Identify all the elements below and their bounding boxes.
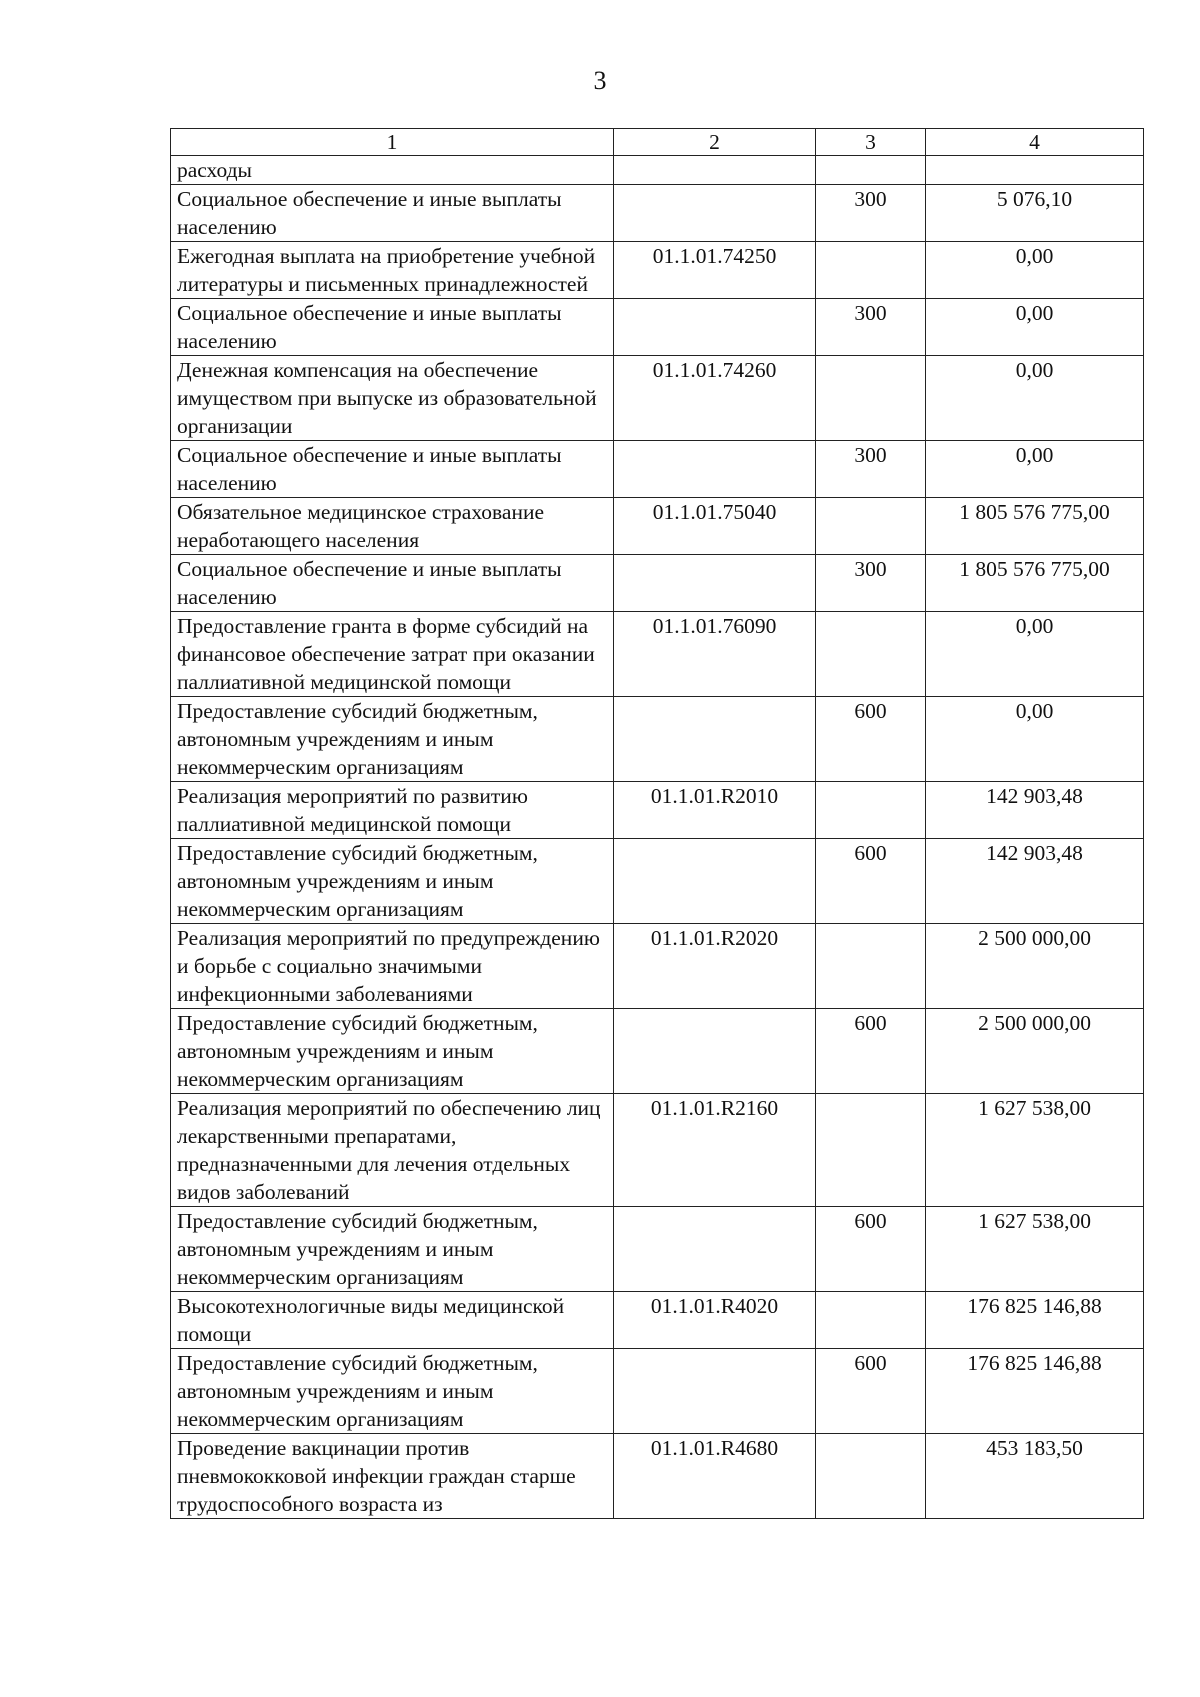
- row-name-cell: Обязательное медицинское страхование неработающего населения: [171, 498, 614, 555]
- row-name-cell: Социальное обеспечение и иные выплаты населению: [171, 441, 614, 498]
- row-amount-cell: 1 805 576 775,00: [926, 498, 1144, 555]
- row-name-cell: Проведение вакцинации против пневмококковой инфекции граждан старше трудоспособного возраста из: [171, 1434, 614, 1519]
- row-name-cell: Социальное обеспечение и иные выплаты населению: [171, 555, 614, 612]
- row-name-cell: Реализация мероприятий по предупреждению и борьбе с социально значимыми инфекционными заболеваниями: [171, 924, 614, 1009]
- row-amount-cell: 1 627 538,00: [926, 1094, 1144, 1207]
- row-name-cell: Предоставление гранта в форме субсидий на финансовое обеспечение затрат при оказании паллиативной медицинской помощи: [171, 612, 614, 697]
- row-expense-type-cell: 300: [816, 299, 926, 356]
- row-expense-type-cell: [816, 924, 926, 1009]
- table-row: [171, 299, 1144, 356]
- row-name-cell: Предоставление субсидий бюджетным, автономным учреждениям и иным некоммерческим организациям: [171, 1207, 614, 1292]
- budget-table: [170, 128, 1144, 1519]
- row-expense-type-cell: [816, 498, 926, 555]
- header-cell-2: 2: [614, 129, 816, 156]
- row-amount-cell: 5 076,10: [926, 185, 1144, 242]
- row-name-cell: Социальное обеспечение и иные выплаты населению: [171, 299, 614, 356]
- row-code-cell: 01.1.01.R4020: [614, 1292, 816, 1349]
- row-code-cell: 01.1.01.R2160: [614, 1094, 816, 1207]
- row-amount-cell: 1 627 538,00: [926, 1207, 1144, 1292]
- row-expense-type-cell: [816, 1094, 926, 1207]
- table-row: [171, 1349, 1144, 1434]
- table-row: [171, 185, 1144, 242]
- table-row: [171, 612, 1144, 697]
- row-code-cell: [614, 1009, 816, 1094]
- table-row: [171, 1434, 1144, 1519]
- table-row: [171, 697, 1144, 782]
- header-cell-4: 4: [926, 129, 1144, 156]
- row-name-cell: Предоставление субсидий бюджетным, автономным учреждениям и иным некоммерческим организациям: [171, 1009, 614, 1094]
- row-code-cell: [614, 697, 816, 782]
- table-row: [171, 555, 1144, 612]
- row-name-cell: Реализация мероприятий по развитию паллиативной медицинской помощи: [171, 782, 614, 839]
- table-row: [171, 1094, 1144, 1207]
- row-expense-type-cell: 600: [816, 697, 926, 782]
- row-code-cell: 01.1.01.R2020: [614, 924, 816, 1009]
- table-row: [171, 498, 1144, 555]
- row-expense-type-cell: 600: [816, 1009, 926, 1094]
- row-amount-cell: 0,00: [926, 612, 1144, 697]
- row-expense-type-cell: [816, 612, 926, 697]
- row-name-cell: Высокотехнологичные виды медицинской помощи: [171, 1292, 614, 1349]
- table-row: [171, 1292, 1144, 1349]
- row-code-cell: [614, 555, 816, 612]
- row-code-cell: [614, 156, 816, 185]
- header-cell-1: 1: [171, 129, 614, 156]
- row-amount-cell: 2 500 000,00: [926, 1009, 1144, 1094]
- table-header-row: [171, 129, 1144, 156]
- row-expense-type-cell: [816, 1292, 926, 1349]
- row-amount-cell: 2 500 000,00: [926, 924, 1144, 1009]
- row-name-cell: Предоставление субсидий бюджетным, автономным учреждениям и иным некоммерческим организациям: [171, 697, 614, 782]
- row-amount-cell: 176 825 146,88: [926, 1349, 1144, 1434]
- row-expense-type-cell: [816, 242, 926, 299]
- row-amount-cell: 0,00: [926, 697, 1144, 782]
- row-expense-type-cell: [816, 1434, 926, 1519]
- row-code-cell: 01.1.01.74250: [614, 242, 816, 299]
- row-name-cell: Предоставление субсидий бюджетным, автономным учреждениям и иным некоммерческим организациям: [171, 1349, 614, 1434]
- row-name-cell: Денежная компенсация на обеспечение имуществом при выпуске из образовательной организации: [171, 356, 614, 441]
- table-row: [171, 1207, 1144, 1292]
- row-amount-cell: 0,00: [926, 356, 1144, 441]
- row-code-cell: [614, 1349, 816, 1434]
- row-amount-cell: 0,00: [926, 441, 1144, 498]
- row-name-cell: Ежегодная выплата на приобретение учебной литературы и письменных принадлежностей: [171, 242, 614, 299]
- row-name-cell: Предоставление субсидий бюджетным, автономным учреждениям и иным некоммерческим организациям: [171, 839, 614, 924]
- row-expense-type-cell: [816, 156, 926, 185]
- table-row: [171, 356, 1144, 441]
- row-expense-type-cell: 600: [816, 1207, 926, 1292]
- row-code-cell: [614, 1207, 816, 1292]
- table-row: [171, 782, 1144, 839]
- table-row: [171, 839, 1144, 924]
- row-name-cell: Социальное обеспечение и иные выплаты населению: [171, 185, 614, 242]
- header-cell-3: 3: [816, 129, 926, 156]
- row-code-cell: [614, 299, 816, 356]
- page-number: 3: [593, 66, 607, 95]
- row-code-cell: 01.1.01.74260: [614, 356, 816, 441]
- row-amount-cell: [926, 156, 1144, 185]
- row-expense-type-cell: 300: [816, 441, 926, 498]
- row-code-cell: 01.1.01.R4680: [614, 1434, 816, 1519]
- row-name-cell: Реализация мероприятий по обеспечению лиц лекарственными препаратами, предназначенными для лечения отдельных видов заболеваний: [171, 1094, 614, 1207]
- row-expense-type-cell: [816, 782, 926, 839]
- row-amount-cell: 0,00: [926, 299, 1144, 356]
- row-code-cell: 01.1.01.75040: [614, 498, 816, 555]
- row-expense-type-cell: 600: [816, 1349, 926, 1434]
- row-code-cell: 01.1.01.76090: [614, 612, 816, 697]
- row-expense-type-cell: [816, 356, 926, 441]
- row-amount-cell: 453 183,50: [926, 1434, 1144, 1519]
- table-row: [171, 924, 1144, 1009]
- table-row: [171, 156, 1144, 185]
- table-row: [171, 242, 1144, 299]
- row-amount-cell: 176 825 146,88: [926, 1292, 1144, 1349]
- table-body: [171, 129, 1144, 1519]
- row-amount-cell: 142 903,48: [926, 839, 1144, 924]
- row-code-cell: [614, 185, 816, 242]
- row-expense-type-cell: 600: [816, 839, 926, 924]
- row-code-cell: [614, 839, 816, 924]
- row-amount-cell: 142 903,48: [926, 782, 1144, 839]
- row-code-cell: [614, 441, 816, 498]
- table-row: [171, 1009, 1144, 1094]
- row-expense-type-cell: 300: [816, 185, 926, 242]
- row-amount-cell: 0,00: [926, 242, 1144, 299]
- table-row: [171, 441, 1144, 498]
- row-expense-type-cell: 300: [816, 555, 926, 612]
- row-amount-cell: 1 805 576 775,00: [926, 555, 1144, 612]
- row-code-cell: 01.1.01.R2010: [614, 782, 816, 839]
- row-name-cell: расходы: [171, 156, 614, 185]
